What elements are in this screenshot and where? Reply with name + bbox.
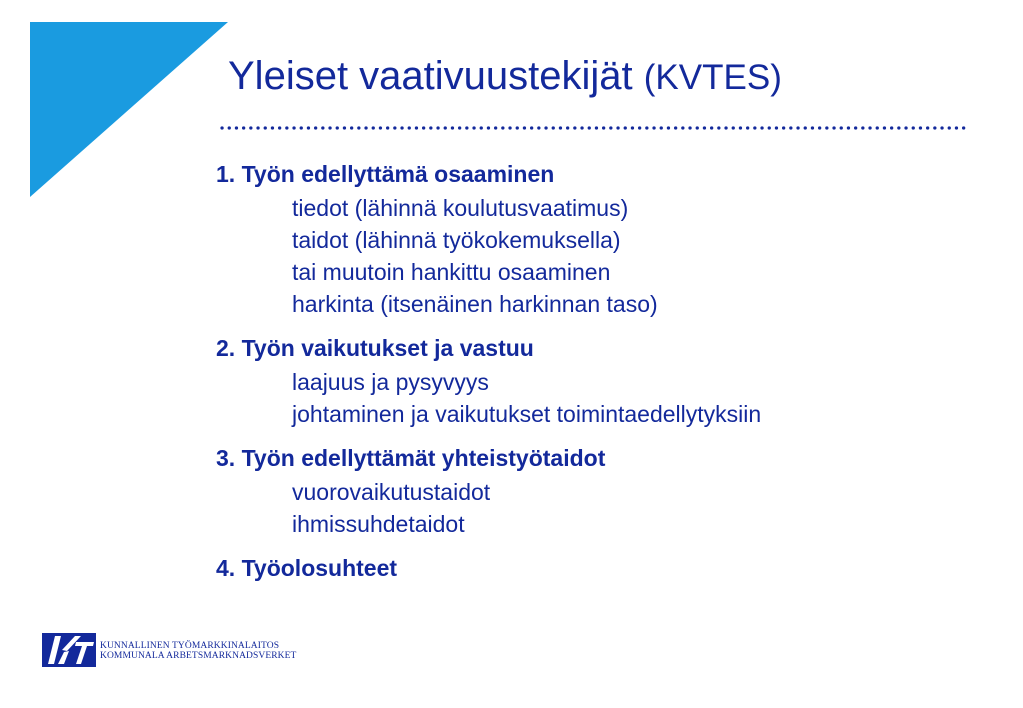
factor-item: tiedot (lähinnä koulutusvaatimus) (292, 195, 629, 221)
factor-section-2 (216, 330, 996, 430)
dotted-divider (220, 125, 970, 131)
logo-line-finnish: KUNNALLINEN TYÖMARKKINALAITOS (100, 641, 280, 651)
factor-item: tai muutoin hankittu osaaminen (292, 259, 611, 285)
factor-list (216, 156, 996, 588)
factor-item: vuorovaikutustaidot (292, 479, 491, 505)
logo-text (100, 641, 296, 661)
factor-item: ihmissuhdetaidot (292, 511, 465, 537)
factor-item: taidot (lähinnä työkokemuksella) (292, 227, 621, 253)
corner-triangle-decoration (0, 0, 240, 200)
slide-title-parenthetical: (KVTES) (643, 58, 782, 97)
slide-title-main: Yleiset vaativuustekijät (228, 54, 633, 98)
factor-heading: 3. Työn edellyttämät yhteistyötaidot (216, 445, 606, 471)
organization-logo (42, 633, 332, 673)
factor-item: harkinta (itsenäinen harkinnan taso) (292, 291, 658, 317)
factor-item: laajuus ja pysyvyys (292, 369, 489, 395)
factor-heading: 4. Työolosuhteet (216, 555, 398, 581)
slide-title (228, 52, 782, 102)
factor-section-4 (216, 550, 996, 586)
factor-section-3 (216, 440, 996, 540)
factor-item: johtaminen ja vaikutukset toimintaedellytyksiin (292, 401, 762, 427)
kt-logo-icon (42, 633, 96, 667)
factor-section-1 (216, 156, 996, 320)
factor-heading: 2. Työn vaikutukset ja vastuu (216, 335, 534, 361)
logo-line-swedish: KOMMUNALA ARBETSMARKNADSVERKET (100, 651, 297, 661)
factor-heading: 1. Työn edellyttämä osaaminen (216, 161, 555, 187)
